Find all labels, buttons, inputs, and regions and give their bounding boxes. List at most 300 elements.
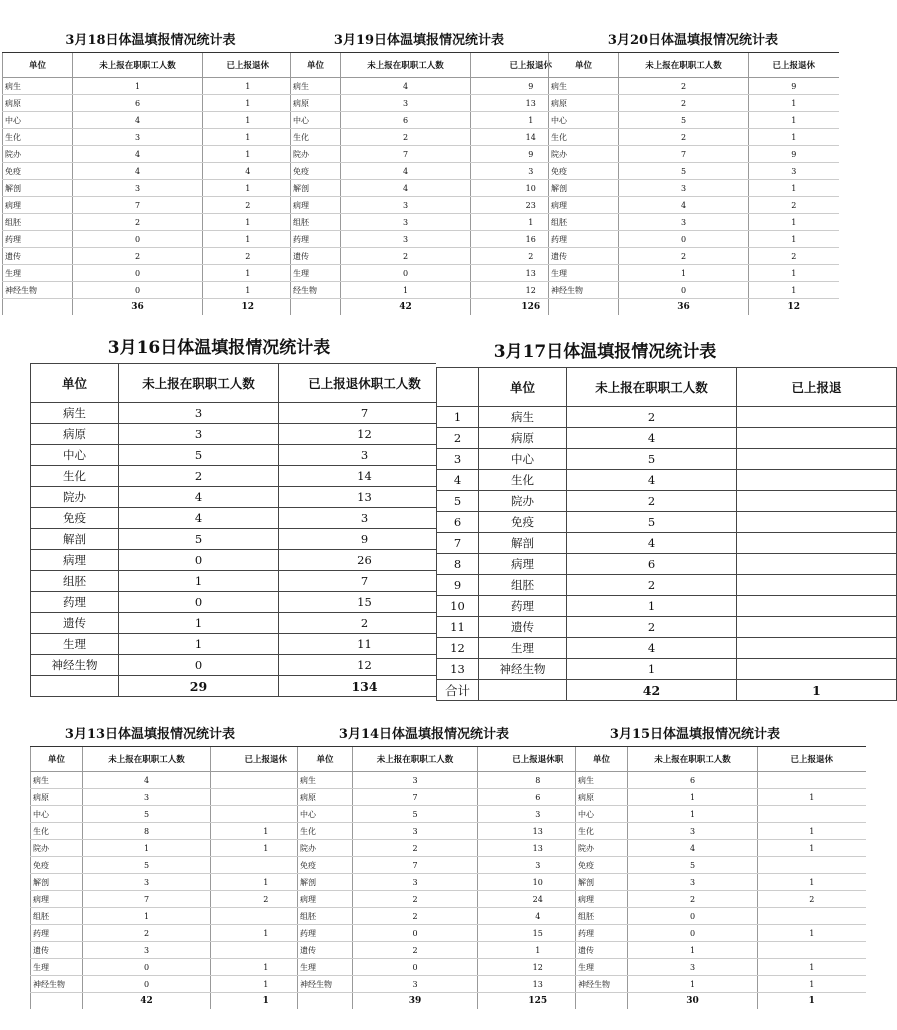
index-cell: 4 <box>437 470 479 491</box>
table-row <box>31 823 321 840</box>
total-cell: 134 <box>279 676 451 697</box>
stats-table <box>30 363 451 697</box>
table-row <box>31 466 451 487</box>
table-title: 3月16日体温填报情况统计表 <box>107 338 331 358</box>
retired-cell: 24 <box>478 891 598 908</box>
retired-cell: 7 <box>279 571 451 592</box>
retired-cell: 1 <box>749 180 839 197</box>
unit-cell: 组胚 <box>479 575 567 596</box>
table-row <box>3 146 293 163</box>
table-row <box>576 976 866 993</box>
stats-table <box>290 52 591 315</box>
table-row <box>298 840 598 857</box>
total-cell <box>31 676 119 697</box>
unit-cell: 遗传 <box>479 617 567 638</box>
retired-cell <box>737 449 897 470</box>
total-cell: 42 <box>567 680 737 701</box>
unreported-cell: 2 <box>353 891 478 908</box>
table-row <box>31 891 321 908</box>
retired-cell: 7 <box>279 403 451 424</box>
unreported-cell: 5 <box>567 512 737 533</box>
table-row <box>576 857 866 874</box>
table-block-mar17 <box>436 337 842 699</box>
unit-cell: 病理 <box>31 550 119 571</box>
unreported-cell: 2 <box>619 78 749 95</box>
unreported-cell: 3 <box>628 959 758 976</box>
unreported-cell: 3 <box>83 789 211 806</box>
retired-cell: 1 <box>749 95 839 112</box>
total-cell <box>576 993 628 1010</box>
unreported-cell: 1 <box>567 659 737 680</box>
unreported-cell: 2 <box>341 129 471 146</box>
table-row <box>549 248 839 265</box>
table-row <box>291 95 591 112</box>
table-row <box>31 840 321 857</box>
unreported-header: 未上报在职职工人数 <box>83 747 211 772</box>
unreported-cell: 4 <box>619 197 749 214</box>
table-row <box>437 533 897 554</box>
unreported-cell: 1 <box>628 942 758 959</box>
unit-cell: 生化 <box>479 470 567 491</box>
unreported-cell: 0 <box>628 925 758 942</box>
unreported-header: 未上报在职职工人数 <box>619 53 749 78</box>
table-row <box>549 214 839 231</box>
total-cell: 39 <box>353 993 478 1010</box>
table-row <box>576 840 866 857</box>
unreported-header: 未上报在职职工人数 <box>341 53 471 78</box>
unit-cell: 病理 <box>576 891 628 908</box>
unit-cell: 院办 <box>549 146 619 163</box>
unreported-cell: 5 <box>353 806 478 823</box>
table-row <box>291 163 591 180</box>
unreported-cell: 0 <box>341 265 471 282</box>
unreported-cell: 3 <box>341 95 471 112</box>
table-row <box>298 925 598 942</box>
unreported-cell: 3 <box>353 874 478 891</box>
table-row <box>31 959 321 976</box>
table-block-mar18 <box>5 30 273 316</box>
table-row <box>549 112 839 129</box>
retired-cell: 1 <box>758 874 866 891</box>
unreported-cell: 7 <box>353 789 478 806</box>
table-row <box>3 180 293 197</box>
unreported-cell: 3 <box>83 942 211 959</box>
unreported-cell: 4 <box>119 508 279 529</box>
retired-cell: 1 <box>203 112 293 129</box>
table-row <box>549 146 839 163</box>
unit-cell: 组胚 <box>298 908 353 925</box>
retired-cell: 12 <box>471 282 591 299</box>
unit-cell: 生化 <box>298 823 353 840</box>
unit-cell: 组胚 <box>291 214 341 231</box>
table-row <box>549 129 839 146</box>
retired-cell <box>737 428 897 449</box>
index-cell: 8 <box>437 554 479 575</box>
unit-cell: 解剖 <box>31 874 83 891</box>
unit-cell: 病原 <box>479 428 567 449</box>
table-title: 3月17日体温填报情况统计表 <box>493 342 717 362</box>
unit-cell: 神经生物 <box>549 282 619 299</box>
table-row <box>31 772 321 789</box>
table-row <box>3 231 293 248</box>
retired-cell <box>737 470 897 491</box>
unreported-cell: 7 <box>353 857 478 874</box>
unreported-cell: 1 <box>628 789 758 806</box>
unit-cell: 中心 <box>576 806 628 823</box>
unreported-cell: 5 <box>83 857 211 874</box>
unit-cell: 神经生物 <box>298 976 353 993</box>
retired-cell: 2 <box>749 197 839 214</box>
unit-cell: 病生 <box>479 407 567 428</box>
retired-header: 已上报退休 <box>749 53 839 78</box>
unit-cell: 生理 <box>479 638 567 659</box>
retired-cell: 9 <box>279 529 451 550</box>
table-title: 3月13日体温填报情况统计表 <box>64 727 236 742</box>
unreported-cell: 4 <box>567 428 737 449</box>
table-row <box>3 112 293 129</box>
retired-cell: 1 <box>758 840 866 857</box>
retired-cell: 1 <box>211 959 321 976</box>
unreported-cell: 4 <box>341 180 471 197</box>
unreported-cell: 6 <box>73 95 203 112</box>
index-cell: 12 <box>437 638 479 659</box>
retired-cell: 3 <box>279 508 451 529</box>
index-cell: 10 <box>437 596 479 617</box>
unit-cell: 组胚 <box>549 214 619 231</box>
unreported-cell: 0 <box>619 231 749 248</box>
total-cell: 36 <box>73 299 203 316</box>
retired-cell: 1 <box>203 180 293 197</box>
index-cell: 2 <box>437 428 479 449</box>
table-row <box>437 407 897 428</box>
retired-cell: 9 <box>471 146 591 163</box>
retired-cell <box>737 575 897 596</box>
unit-cell: 遗传 <box>576 942 628 959</box>
table-row <box>31 445 451 466</box>
table-row <box>437 449 897 470</box>
unreported-cell: 1 <box>119 634 279 655</box>
total-cell: 12 <box>749 299 839 316</box>
table-row <box>291 180 591 197</box>
table-row <box>31 634 451 655</box>
table-block-mar20 <box>551 30 815 316</box>
unit-cell: 病原 <box>31 789 83 806</box>
table-row <box>291 146 591 163</box>
table-row <box>298 891 598 908</box>
unreported-cell: 7 <box>341 146 471 163</box>
table-row <box>549 197 839 214</box>
table-title: 3月20日体温填报情况统计表 <box>607 33 779 48</box>
unreported-cell: 0 <box>83 976 211 993</box>
total-row <box>576 993 866 1010</box>
unreported-cell: 1 <box>628 976 758 993</box>
table-row <box>298 908 598 925</box>
unreported-cell: 4 <box>341 163 471 180</box>
total-cell <box>291 299 341 316</box>
table-row <box>31 655 451 676</box>
unreported-cell: 4 <box>567 533 737 554</box>
unit-cell: 生理 <box>31 634 119 655</box>
total-cell: 合计 <box>437 680 479 701</box>
retired-cell: 1 <box>211 925 321 942</box>
unreported-cell: 2 <box>73 214 203 231</box>
unreported-cell: 2 <box>567 407 737 428</box>
unreported-cell: 3 <box>341 197 471 214</box>
table-row <box>576 772 866 789</box>
retired-cell: 1 <box>203 231 293 248</box>
unit-cell: 病生 <box>576 772 628 789</box>
table-row <box>31 874 321 891</box>
retired-cell <box>737 617 897 638</box>
unreported-cell: 1 <box>83 908 211 925</box>
table-block-mar14 <box>297 724 564 1008</box>
table-row <box>437 617 897 638</box>
unreported-cell: 3 <box>353 823 478 840</box>
retired-cell: 2 <box>203 248 293 265</box>
unreported-cell: 3 <box>119 424 279 445</box>
unreported-cell: 5 <box>119 529 279 550</box>
unreported-cell: 2 <box>619 129 749 146</box>
total-row <box>31 676 451 697</box>
total-cell: 1 <box>737 680 897 701</box>
unit-cell: 病原 <box>291 95 341 112</box>
table-row <box>291 231 591 248</box>
unreported-cell: 5 <box>619 163 749 180</box>
retired-cell <box>737 407 897 428</box>
retired-cell: 4 <box>203 163 293 180</box>
unreported-cell: 0 <box>83 959 211 976</box>
table-body <box>291 78 591 316</box>
unit-cell: 药理 <box>31 925 83 942</box>
unit-cell: 病生 <box>31 772 83 789</box>
unit-cell: 病理 <box>549 197 619 214</box>
unreported-cell: 3 <box>353 772 478 789</box>
unit-cell: 病原 <box>298 789 353 806</box>
unit-cell: 免疫 <box>549 163 619 180</box>
unreported-cell: 8 <box>83 823 211 840</box>
table-row <box>549 180 839 197</box>
unit-cell: 免疫 <box>31 857 83 874</box>
retired-cell <box>758 857 866 874</box>
unreported-cell: 4 <box>73 163 203 180</box>
unreported-header: 未上报在职职工人数 <box>628 747 758 772</box>
unit-cell: 神经生物 <box>3 282 73 299</box>
total-cell: 42 <box>83 993 211 1010</box>
unreported-cell: 3 <box>341 214 471 231</box>
unit-header: 单位 <box>31 364 119 403</box>
unit-cell: 遗传 <box>549 248 619 265</box>
unit-header: 单位 <box>291 53 341 78</box>
retired-cell: 4 <box>478 908 598 925</box>
table-row <box>31 806 321 823</box>
unit-cell: 神经生物 <box>576 976 628 993</box>
unit-cell: 药理 <box>31 592 119 613</box>
index-cell: 1 <box>437 407 479 428</box>
unit-cell: 生理 <box>549 265 619 282</box>
retired-cell: 10 <box>478 874 598 891</box>
retired-cell: 2 <box>203 197 293 214</box>
table-row <box>437 428 897 449</box>
unit-cell: 病生 <box>3 78 73 95</box>
unit-header: 单位 <box>298 747 353 772</box>
unit-header: 单位 <box>3 53 73 78</box>
unit-cell: 中心 <box>549 112 619 129</box>
unreported-cell: 6 <box>567 554 737 575</box>
unit-header: 单位 <box>479 368 567 407</box>
unit-cell: 病理 <box>3 197 73 214</box>
retired-cell: 13 <box>478 976 598 993</box>
unreported-cell: 4 <box>628 840 758 857</box>
table-row <box>298 806 598 823</box>
unreported-cell: 6 <box>341 112 471 129</box>
unit-cell: 药理 <box>576 925 628 942</box>
retired-cell <box>737 596 897 617</box>
unit-cell: 生化 <box>549 129 619 146</box>
unit-cell: 药理 <box>3 231 73 248</box>
unreported-cell: 7 <box>73 197 203 214</box>
retired-cell: 2 <box>749 248 839 265</box>
retired-cell: 1 <box>749 214 839 231</box>
unreported-cell: 2 <box>567 575 737 596</box>
unreported-cell: 4 <box>73 112 203 129</box>
unit-cell: 药理 <box>298 925 353 942</box>
total-cell: 29 <box>119 676 279 697</box>
table-row <box>31 403 451 424</box>
retired-cell <box>758 806 866 823</box>
retired-cell: 1 <box>211 874 321 891</box>
unit-cell: 遗传 <box>31 942 83 959</box>
unreported-cell: 2 <box>567 491 737 512</box>
unit-cell: 生化 <box>291 129 341 146</box>
unit-cell: 遗传 <box>3 248 73 265</box>
retired-cell <box>758 908 866 925</box>
table-row <box>576 891 866 908</box>
table-row <box>298 772 598 789</box>
table-title: 3月15日体温填报情况统计表 <box>609 727 781 742</box>
unreported-cell: 4 <box>567 638 737 659</box>
table-row <box>31 942 321 959</box>
table-title: 3月14日体温填报情况统计表 <box>338 727 510 742</box>
unit-cell: 病原 <box>31 424 119 445</box>
unit-cell: 神经生物 <box>479 659 567 680</box>
unit-cell: 病理 <box>31 891 83 908</box>
unit-cell: 组胚 <box>31 908 83 925</box>
unreported-cell: 2 <box>119 466 279 487</box>
table-row <box>3 197 293 214</box>
retired-cell: 1 <box>211 976 321 993</box>
retired-cell: 9 <box>471 78 591 95</box>
table-row <box>298 823 598 840</box>
table-row <box>298 942 598 959</box>
table-row <box>437 470 897 491</box>
table-row <box>437 491 897 512</box>
retired-cell: 1 <box>203 95 293 112</box>
unit-cell: 生化 <box>31 466 119 487</box>
unit-cell: 病原 <box>576 789 628 806</box>
unreported-cell: 1 <box>83 840 211 857</box>
unit-cell: 生理 <box>298 959 353 976</box>
table-row <box>291 265 591 282</box>
unit-cell: 病原 <box>3 95 73 112</box>
unit-cell: 解剖 <box>298 874 353 891</box>
retired-cell: 16 <box>471 231 591 248</box>
retired-cell: 12 <box>279 655 451 676</box>
table-row <box>576 789 866 806</box>
unreported-cell: 1 <box>567 596 737 617</box>
table-row <box>549 282 839 299</box>
table-body <box>437 407 897 701</box>
total-cell <box>3 299 73 316</box>
unreported-cell: 5 <box>567 449 737 470</box>
retired-cell: 1 <box>203 265 293 282</box>
table-row <box>576 942 866 959</box>
index-cell: 3 <box>437 449 479 470</box>
unreported-cell: 2 <box>353 840 478 857</box>
retired-cell <box>737 554 897 575</box>
retired-cell: 13 <box>279 487 451 508</box>
table-row <box>549 95 839 112</box>
retired-cell: 1 <box>758 925 866 942</box>
table-row <box>31 592 451 613</box>
unit-cell: 药理 <box>291 231 341 248</box>
total-row <box>291 299 591 316</box>
table-row <box>298 959 598 976</box>
table-row <box>549 231 839 248</box>
retired-cell <box>737 659 897 680</box>
table-row <box>291 214 591 231</box>
retired-header: 已上报退休 <box>211 747 321 772</box>
retired-cell: 13 <box>471 265 591 282</box>
unreported-cell: 2 <box>353 942 478 959</box>
table-row <box>31 508 451 529</box>
unreported-cell: 7 <box>619 146 749 163</box>
unit-cell: 病理 <box>479 554 567 575</box>
retired-cell: 1 <box>749 265 839 282</box>
unreported-cell: 2 <box>567 617 737 638</box>
table-row <box>3 163 293 180</box>
total-row <box>437 680 897 701</box>
unreported-cell: 5 <box>628 857 758 874</box>
retired-cell: 1 <box>758 823 866 840</box>
unreported-cell: 4 <box>119 487 279 508</box>
table-row <box>576 806 866 823</box>
table-row <box>31 857 321 874</box>
unreported-cell: 4 <box>341 78 471 95</box>
unreported-cell: 3 <box>628 874 758 891</box>
retired-cell: 1 <box>758 789 866 806</box>
stats-table <box>2 52 293 315</box>
total-cell: 30 <box>628 993 758 1010</box>
unreported-cell: 7 <box>83 891 211 908</box>
total-cell <box>31 993 83 1010</box>
total-cell: 126 <box>471 299 591 316</box>
total-row <box>3 299 293 316</box>
total-cell <box>549 299 619 316</box>
unit-cell: 生化 <box>3 129 73 146</box>
unit-cell: 免疫 <box>298 857 353 874</box>
retired-cell: 1 <box>749 231 839 248</box>
retired-cell: 6 <box>478 789 598 806</box>
table-row <box>298 789 598 806</box>
index-cell: 11 <box>437 617 479 638</box>
table-row <box>437 575 897 596</box>
unreported-cell: 2 <box>353 908 478 925</box>
table-row <box>549 78 839 95</box>
unit-cell: 生化 <box>576 823 628 840</box>
unit-header: 单位 <box>549 53 619 78</box>
unit-cell: 中心 <box>479 449 567 470</box>
unit-cell: 经生物 <box>291 282 341 299</box>
